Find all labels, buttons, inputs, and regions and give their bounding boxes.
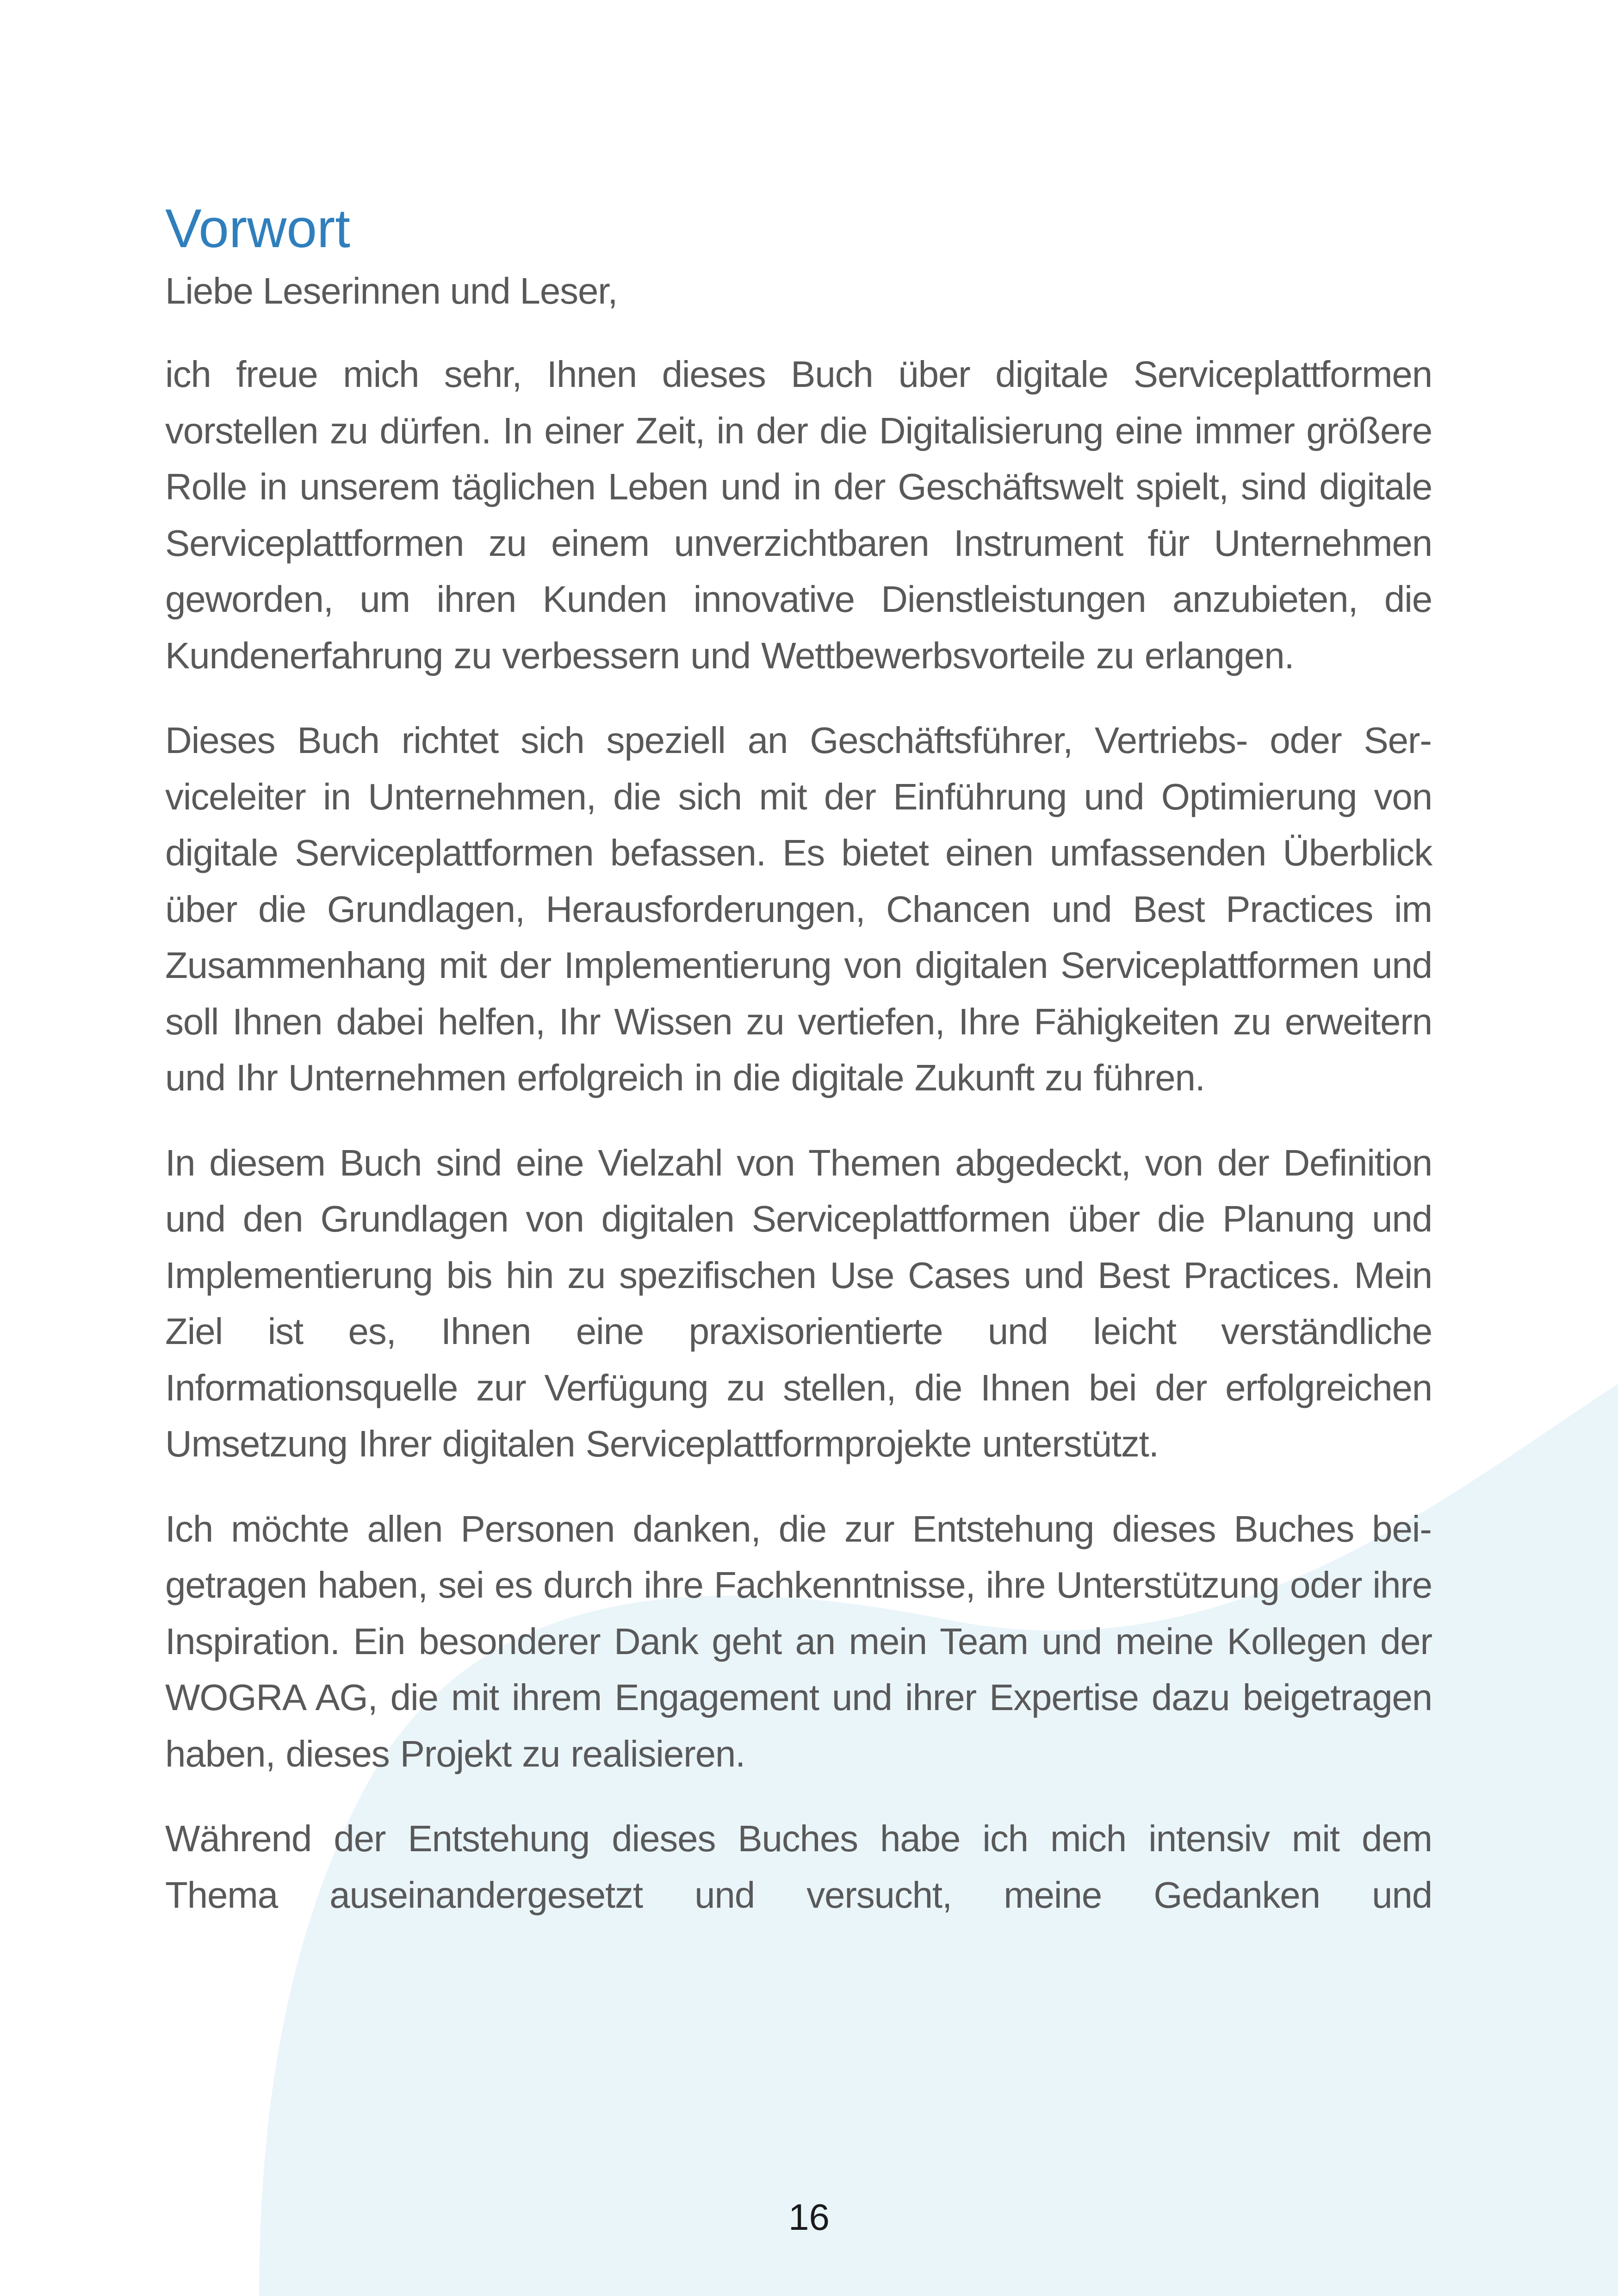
page-title: Vorwort: [165, 198, 351, 259]
paragraph-3: In diesem Buch sind eine Vielzahl von Themen abgedeckt, von der Definition und den Grundlagen von digitalen Serviceplattformen über die Planung und Implementierung bis hin zu spezifischen Use Cases und Best Practices. Mein Ziel ist es, Ihnen eine praxisorientierte und leicht verständliche Informationsquelle zur Verfügung zu stellen, die Ihnen bei der erfolgreichen Umsetzung Ihrer digitalen Serviceplattformprojekte unterstützt.: [165, 1142, 1432, 1464]
paragraph-2: Dieses Buch richtet sich speziell an Geschäftsführer, Vertriebs- oder Serviceleiter in Unternehmen, die sich mit der Einführung und Optimierung von digitale Serviceplattformen befassen. Es bietet einen umfassenden Überblick über die Grundlagen, Herausforderungen, Chancen und Best Practices im Zusammenhang mit der Implementierung von digitalen Serviceplattformen und soll Ihnen dabei helfen, Ihr Wissen zu vertiefen, Ihre Fähigkeiten zu erweitern und Ihr Unternehmen erfolgreich in die digitale Zukunft zu führen.: [165, 720, 1432, 1098]
page-number: 16: [788, 2196, 830, 2238]
paragraph-5: Während der Entstehung dieses Buches habe ich mich intensiv mit dem Thema auseinandergesetzt und versucht, meine Gedanken und: [165, 1818, 1432, 1916]
paragraph-4: Ich möchte allen Personen danken, die zur Entstehung dieses Buches beigetragen haben, sei es durch ihre Fachkenntnisse, ihre Unterstützung oder ihre Inspiration. Ein besonderer Dank geht an mein Team und meine Kollegen der WOGRA AG, die mit ihrem Engagement und ihrer Expertise dazu beigetragen haben, dieses Projekt zu realisieren.: [165, 1508, 1432, 1774]
salutation: Liebe Leserinnen und Leser,: [165, 270, 618, 311]
paragraph-1: ich freue mich sehr, Ihnen dieses Buch über digitale Serviceplattformen vorstellen zu dürfen. In einer Zeit, in der die Digitalisierung eine immer größere Rolle in unserem täglichen Leben und in der Geschäftswelt spielt, sind digitale Serviceplattformen zu einem unverzichtbaren Instrument für Unternehmen geworden, um ihren Kunden innovative Dienstleistungen anzubieten, die Kundenerfahrung zu verbessern und Wettbewerbsvorteile zu erlangen.: [165, 354, 1432, 676]
page-content: [165, 194, 1432, 1952]
